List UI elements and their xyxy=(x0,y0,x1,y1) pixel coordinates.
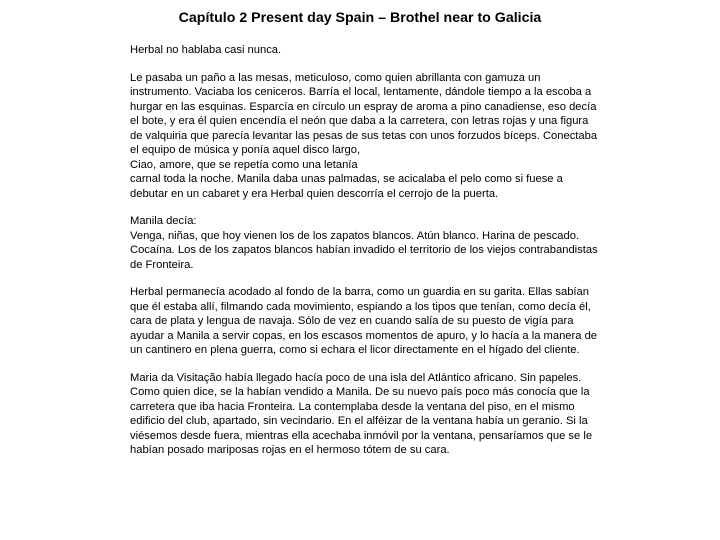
paragraph-2: Le pasaba un paño a las mesas, meticuloso, como quien abrillanta con gamuza un instrumento. Vaciaba los ceniceros. Barría el local, lentamente, dándole tiempo a la escoba a hurgar en las esquinas. Esparcía en círculo un espray de aroma a pino canadiense, eso decía el bote, y era él quien encendía el neón que daba a la carretera, con letras rojas y una figura de valquiria que parecía levantar las pesas de sus tetas con unos forzudos bíceps. Conectaba el equipo de música y ponía aquel disco largo, Ciao, amore, que se repetía como una letanía carnal toda la noche. Manila daba unas palmadas, se acicalaba el pelo como si fuese a debutar en un cabaret y era Herbal quien descorría el cerrojo de la puerta. xyxy=(130,71,598,200)
chapter-label: Capítulo 2 xyxy=(178,10,248,26)
chapter-subtitle: Present day Spain – Brothel near to Galicia xyxy=(247,10,542,26)
paragraph-3: Manila decía: Venga, niñas, que hoy vienen los de los zapatos blancos. Atún blanco. Harina de pescado. Cocaína. Los de los zapatos blancos habían invadido el territorio de los viejos contrabandistas de Fronteira. xyxy=(130,215,598,271)
paragraph-5: Maria da Visitação había llegado hacía poco de una isla del Atlántico africano. Sin papeles. Como quien dice, se la habían vendido a Manila. De su nuevo país poco más conocía que la carretera que iba hacia Fronteira. La contemplaba desde la ventana del piso, en el mismo edificio del club, apartado, sin vecindario. En el alféizar de la ventana había un geranio. Si la viésemos desde fuera, mientras ella acechaba inmóvil por la ventana, pensaríamos que se le habían posado mariposas rojas en el hermoso tótem de su cara. xyxy=(130,371,593,456)
paragraph-1: Herbal no hablaba casi nunca. xyxy=(130,44,282,56)
page-title xyxy=(0,8,720,28)
body-text xyxy=(130,43,602,471)
paragraph-4: Herbal permanecía acodado al fondo de la barra, como un guardia en su garita. Ellas sabían que él estaba allí, filmando cada movimiento, espiando a los tipos que tenían, como decía él, cara de plata y lengua de navaja. Sólo de vez en cuando salía de su puesto de vigía para ayudar a Manila a servir copas, en los escasos momentos de apuro, y lo hacía a la manera de un cantinero en plena guerra, como si echara el licor directamente en el hígado del cliente. xyxy=(130,286,598,356)
